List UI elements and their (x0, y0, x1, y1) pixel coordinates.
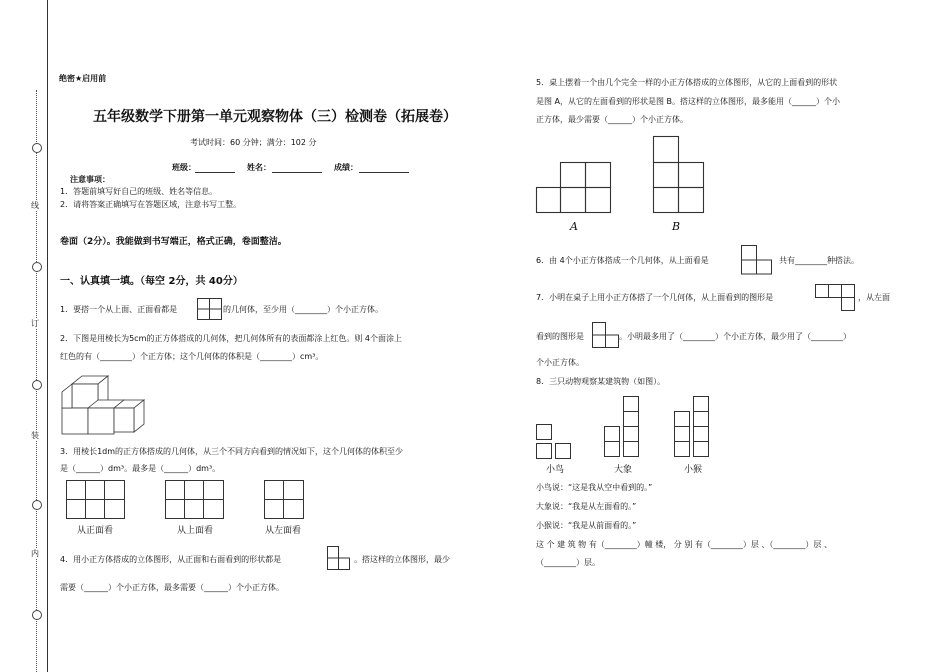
q7-text: 。小明最多用了（________）个小正方体，最少用了（________） (619, 332, 851, 341)
q6-shape (741, 245, 773, 275)
q7-text-pre: 7．小明在桌子上用小正方体搭了一个几何体，从上面看到的图形是 (536, 293, 774, 302)
note-item: 2．请将答案正确填写在答题区域，注意书写工整。 (60, 200, 242, 209)
elephant-statement: 大象说：“我是从左面看的。” (536, 502, 637, 511)
q8-elephant-view (604, 396, 640, 460)
q8-answer: 这 个 建 筑 物 有（________）幢 楼， 分 别 有（________）层 、（________）层 、 (536, 540, 832, 549)
animal-label: 小猴 (683, 465, 702, 475)
class-label: 班级： (172, 163, 196, 172)
q5-text: 5．桌上摆着一个由几个完全一样的小正方体搭成的立体图形，从它的上面看到的形状 (536, 78, 838, 87)
q3-top-view (165, 480, 225, 520)
q6-text-post: 共有________种搭法。 (779, 256, 859, 265)
label-b: B (672, 220, 681, 233)
binding-char: 订 (31, 319, 39, 328)
binding-hole (32, 610, 42, 620)
exam-info: 考试时间：60 分钟；满分：102 分 (190, 138, 317, 147)
q3-text: 3．用棱长1dm的正方体搭成的几何体，从三个不同方向看到的情况如下，这个几何体的体积至少 (60, 447, 404, 456)
q1-text-pre: 1．要搭一个从上面、正面看都是 (60, 305, 178, 314)
view-caption: 从上面看 (176, 526, 213, 536)
q4-shape (327, 546, 351, 570)
q4-text-post: 。搭这样的立体图形，最少 (354, 555, 450, 564)
q8-monkey-view (674, 396, 710, 460)
monkey-statement: 小猴说：“我是从前面看的。” (536, 521, 637, 530)
section-heading: 一、认真填一填。（每空 2分，共 40分） (60, 276, 243, 287)
margin-rule (47, 0, 48, 672)
note-item: 1．答题前填写好自己的班级、姓名等信息。 (60, 187, 218, 196)
q1-text-post: 的几何体，至少用（________）个小正方体。 (223, 305, 383, 314)
bird-statement: 小鸟说：“这是我从空中看到的。” (536, 483, 653, 492)
q5-text: 是图 A，从它的左面看到的形状是图 B。搭这样的立体图形，最多能用（______）个小 (536, 97, 841, 106)
q3-text: 是（______）dm³。最多是（______）dm³。 (60, 464, 221, 473)
q8-text: 8．三只动物观察某建筑物（如图）。 (536, 377, 666, 386)
q3-front-view (66, 480, 126, 520)
q7-text-post: ，从左面 (858, 293, 890, 302)
q8-answer: （________）层。 (536, 558, 600, 567)
score-label: 成绩： (334, 163, 358, 172)
q7-top-shape (815, 284, 855, 312)
q4-text: 需要（______）个小正方体，最多需要（______）个小正方体。 (60, 583, 284, 592)
label-a: A (570, 220, 578, 233)
notes-title: 注意事项： (70, 175, 110, 184)
q7-left-shape (592, 322, 620, 348)
q5-figure-a (536, 162, 640, 216)
binding-hole (32, 500, 42, 510)
q6-text-pre: 6．由 4个小正方体搭成一个几何体，从上面看是 (536, 256, 709, 265)
animal-label: 小鸟 (545, 465, 564, 475)
binding-char: 线 (31, 201, 39, 210)
q2-text: 红色的有（________）个正方体；这个几何体的体积是（________）cm³。 (60, 352, 324, 361)
view-caption: 从正面看 (76, 526, 113, 536)
q8-bird-view (536, 424, 572, 460)
class-field[interactable] (195, 172, 235, 173)
name-label: 姓名： (247, 163, 271, 172)
handwriting-note: 卷面（2分）。我能做到书写端正，格式正确，卷面整洁。 (60, 237, 287, 247)
view-caption: 从左面看 (264, 526, 301, 536)
binding-hole (32, 380, 42, 390)
q7-text: 看到的图形是 (536, 332, 584, 341)
q3-left-view (264, 480, 306, 520)
q5-text: 正方体，最少需要（______）个小正方体。 (536, 115, 688, 124)
q2-text: 2．下图是用棱长为5cm的正方体搭成的几何体，把几何体所有的表面都涂上红色。则 4个面涂上 (60, 334, 402, 343)
binding-hole (32, 143, 42, 153)
animal-label: 大象 (613, 465, 632, 475)
binding-hole (32, 262, 42, 272)
binding-char: 装 (31, 431, 39, 440)
q4-text-pre: 4．用小正方体搭成的立体图形，从正面和右面看到的形状都是 (60, 555, 282, 564)
q7-text: 个小正方体。 (536, 358, 584, 367)
score-field[interactable] (359, 172, 409, 173)
name-field[interactable] (272, 172, 322, 173)
q2-cube-figure (60, 374, 146, 438)
secret-label: 绝密★启用前 (59, 74, 107, 83)
q5-figure-b (653, 136, 707, 216)
binding-char: 内 (31, 549, 39, 558)
page-title: 五年级数学下册第一单元观察物体（三）检测卷（拓展卷） (93, 109, 457, 125)
q1-shape (197, 298, 223, 320)
